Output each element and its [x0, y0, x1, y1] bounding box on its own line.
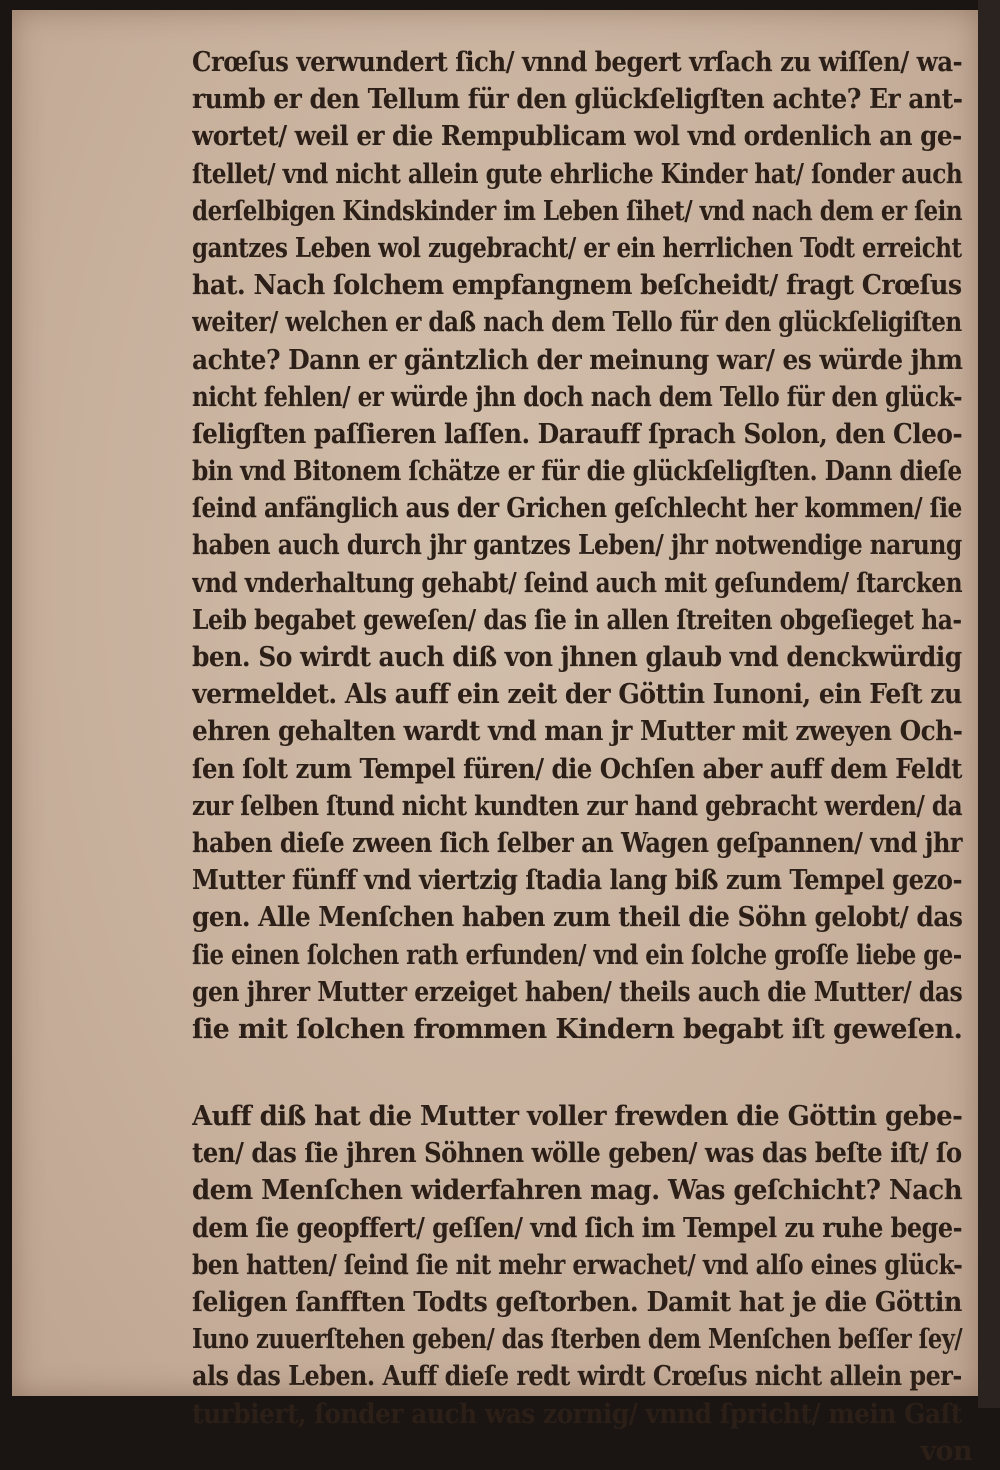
- text-line: Auff diß hat die Mutter voller frewden die Göttin gebe-: [192, 1101, 963, 1133]
- text-line: vnd vnderhaltung gehabt/ ſeind auch mit geſundem/ ſtarcken: [192, 567, 963, 599]
- page-edge-shadow: [978, 0, 1000, 1408]
- text-line: rumb er den Tellum für den glückſeligſten achte? Er ant-: [192, 84, 963, 116]
- text-line: ehren gehalten wardt vnd man jr Mutter mit zweyen Och-: [192, 716, 963, 748]
- text-line: ben. So wirdt auch diß von jhnen glaub vnd denckwürdig: [192, 642, 962, 673]
- text-line: haben dieſe zween ſich ſelber an Wagen geſpannen/ vnd jhr: [192, 827, 963, 859]
- text-line: Crœſus verwundert ſich/ vnnd begert vrſach zu wiſſen/ wa-: [192, 47, 963, 78]
- text-line: hat. Nach ſolchem empfangnem beſcheidt/ fragt Crœſus: [192, 270, 962, 302]
- text-line: turbiert, ſonder auch was zornig/ vnnd ſpricht/ mein Gaſt: [192, 1398, 962, 1430]
- text-line: haben auch durch jhr gantzes Leben/ jhr notwendige narung: [192, 530, 962, 562]
- text-line: ſie mit ſolchen frommen Kindern begabt iſt geweſen.: [192, 1013, 963, 1045]
- text-line: vermeldet. Als auff ein zeit der Göttin Iunoni, ein Feſt zu: [192, 679, 962, 711]
- page-text: [192, 44, 972, 1470]
- text-line: ſen ſolt zum Tempel füren/ die Ochſen aber auff dem Feldt: [192, 753, 962, 785]
- paragraph-2: [192, 1098, 972, 1433]
- text-line: als das Leben. Auff dieſe redt wirdt Crœſus nicht allein per-: [192, 1361, 962, 1393]
- text-line: ſeligen ſanfften Todts geſtorben. Damit hat je die Göttin: [192, 1287, 962, 1318]
- text-line: ten/ das ſie jhren Söhnen wölle geben/ was das beſte iſt/ ſo: [192, 1138, 962, 1170]
- catchword: von: [920, 1435, 972, 1467]
- text-line: Mutter fünff vnd viertzig ſtadia lang biß zum Tempel gezo-: [192, 865, 963, 897]
- text-line: bin vnd Bitonem ſchätze er für die glückſeligſten. Dann dieſe: [192, 456, 962, 488]
- text-line: nicht fehlen/ er würde jhn doch nach dem Tello für den glück-: [192, 381, 963, 413]
- text-line: wortet/ weil er die Rempublicam wol vnd ordenlich an ge-: [192, 121, 962, 153]
- book-page: [12, 10, 978, 1467]
- text-line: ſeligſten paſſieren laſſen. Darauff ſprach Solon, den Cleo-: [192, 418, 963, 450]
- paragraph-1: [192, 44, 972, 1048]
- text-line: gen jhrer Mutter erzeiget haben/ theils auch die Mutter/ das: [192, 976, 963, 1008]
- text-line: Leib begabet geweſen/ das ſie in allen ſtreiten obgeſieget ha-: [192, 604, 962, 636]
- text-line: derſelbigen Kindskinder im Leben ſihet/ vnd nach dem er ſein: [192, 195, 963, 227]
- text-line: ben hatten/ ſeind ſie nit mehr erwachet/ vnd alſo eines glück-: [192, 1249, 963, 1281]
- text-line: dem Menſchen widerfahren mag. Was geſchicht? Nach: [192, 1175, 963, 1207]
- text-line: ſie einen ſolchen rath erfunden/ vnd ein ſolche groſſe liebe ge-: [192, 939, 962, 971]
- text-line: achte? Dann er gäntzlich der meinung war/ es würde jhm: [192, 344, 963, 376]
- paragraph-gap: [192, 1048, 972, 1098]
- text-line: ſtellet/ vnd nicht allein gute ehrliche Kinder hat/ ſonder auch: [192, 158, 963, 190]
- text-line: gen. Alle Menſchen haben zum theil die Söhn gelobt/ das: [192, 902, 963, 934]
- text-line: weiter/ welchen er daß nach dem Tello für den glückſeligiſten: [192, 307, 962, 339]
- text-line: zur ſelben ſtund nicht kundten zur hand gebracht werden/ da: [192, 790, 963, 822]
- text-line: gantzes Leben wol zugebracht/ er ein herrlichen Todt erreicht: [192, 232, 962, 264]
- text-line: dem ſie geopffert/ geſſen/ vnd ſich im Tempel zu ruhe bege-: [192, 1212, 963, 1244]
- text-line: ſeind anfänglich aus der Grichen geſchlecht her kommen/ ſie: [192, 493, 962, 525]
- text-line: Iuno zuuerſtehen geben/ das ſterben dem Menſchen beſſer ſey/: [192, 1324, 963, 1356]
